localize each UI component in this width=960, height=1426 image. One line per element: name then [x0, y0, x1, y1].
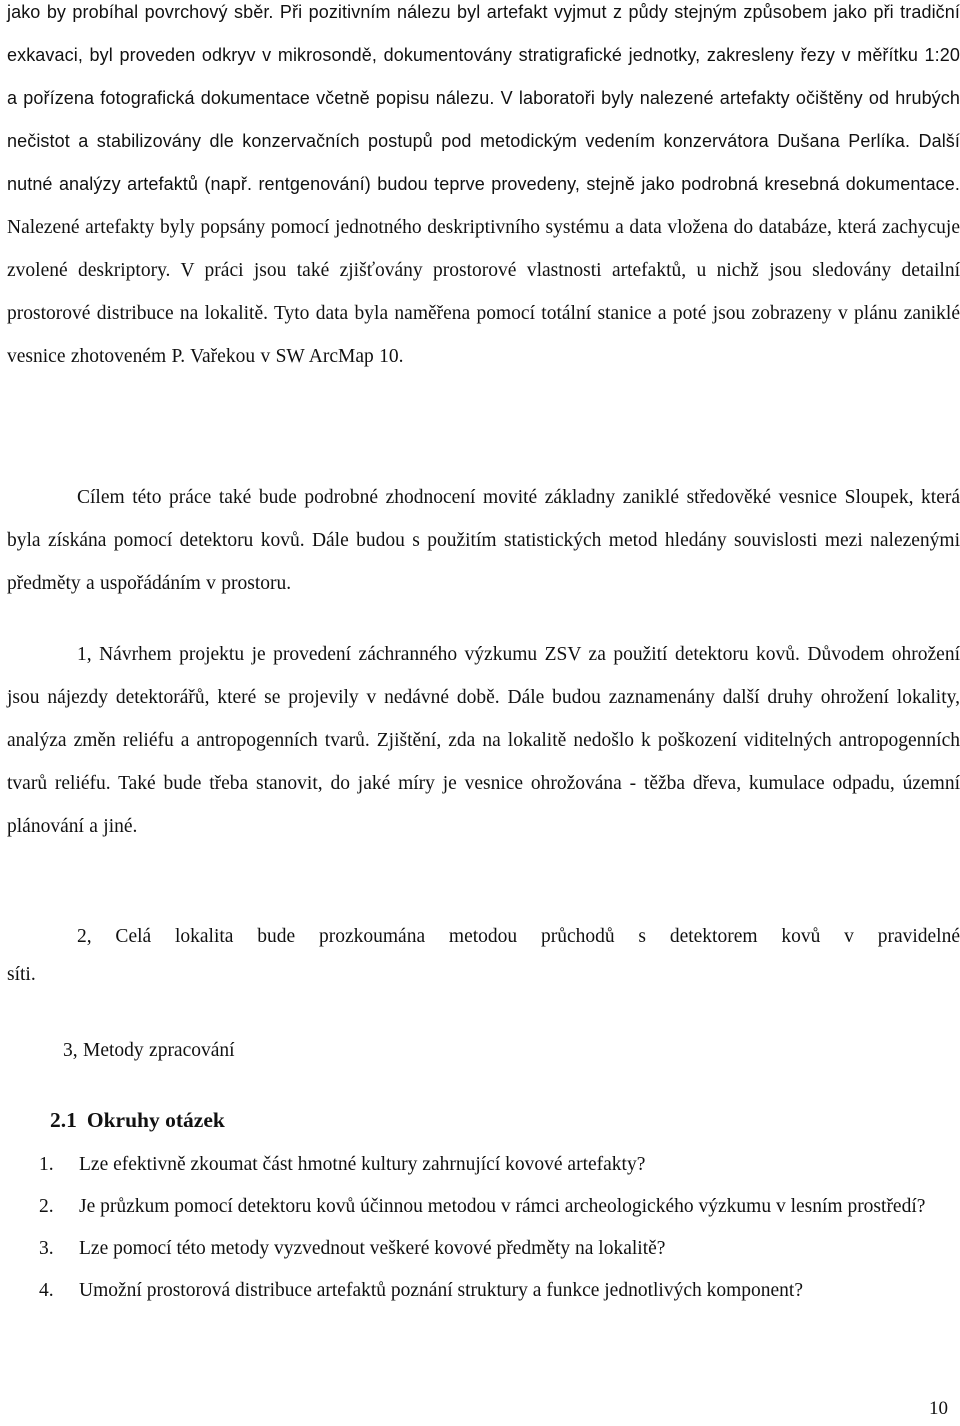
list-item	[7, 1186, 960, 1228]
paragraph-project-2-line2: síti.	[7, 964, 36, 985]
paragraph-methods-sans-text: jako by probíhal povrchový sběr. Při pozitivním nálezu byl artefakt vyjmut z půdy stejným způsobem jako při tradiční exkavaci, byl proveden odkryv v mikrosondě, dokumentovány stratigrafické jednotky, zakresleny řezy v měřítku 1:20 a pořízena fotografická dokumentace včetně popisu nálezu. V laboratoři byly nalezené artefakty očištěny od hrubých nečistot a stabilizovány dle konzervačních postupů pod metodickým vedením konzervátora Dušana Perlíka. Další nutné analýzy artefaktů (např. rentgenování) budou teprve provedeny, stejně jako podrobná kresebná dokumentace.	[7, 2, 960, 194]
list-item-number: 2.	[39, 1196, 54, 1217]
list-item-text: Umožní prostorová distribuce artefaktů poznání struktury a funkce jednotlivých komponent?	[79, 1280, 804, 1301]
list-item	[7, 1228, 960, 1270]
paragraph-project-3: 3, Metody zpracování	[63, 1040, 235, 1061]
page-number: 10	[929, 1398, 948, 1419]
list-item-text: Lze efektivně zkoumat část hmotné kultury zahrnující kovové artefakty?	[79, 1154, 646, 1175]
list-item-text: Je průzkum pomocí detektoru kovů účinnou metodou v rámci archeologického výzkumu v lesním prostředí?	[79, 1196, 926, 1217]
section-heading	[50, 1099, 225, 1142]
questions-list	[7, 1144, 960, 1312]
list-item-number: 3.	[39, 1238, 54, 1259]
paragraph-methods	[7, 0, 960, 378]
paragraph-goal: Cílem této práce také bude podrobné zhodnocení movité základny zaniklé středověké vesnice Sloupek, která byla získána pomocí detektoru kovů. Dále budou s použitím statistických metod hledány souvislosti mezi nalezenými předměty a uspořádáním v prostoru.	[7, 487, 960, 594]
paragraph-project-1: 1, Návrhem projektu je provedení záchranného výzkumu ZSV za použití detektoru kovů. Důvodem ohrožení jsou nájezdy detektorářů, které se projevily v nedávné době. Dále budou zaznamenány další druhy ohrožení lokality, analýza změn reliéfu a antropogenních tvarů. Zjištění, zda na lokalitě nedošlo k poškození viditelných antropogenních tvarů reliéfu. Také bude třeba stanovit, do jaké míry je vesnice ohrožována - těžba dřeva, kumulace odpadu, územní plánování a jiné.	[7, 644, 960, 837]
paragraph-methods-serif-text: Nalezené artefakty byly popsány pomocí jednotného deskriptivního systému a data vložena do databáze, která zachycuje zvolené deskriptory. V práci jsou také zjišťovány prostorové vlastnosti artefaktů, u nichž jsou sledovány detailní prostorové distribuce na lokalitě. Tyto data byla naměřena pomocí totální stanice a poté jsou zobrazeny v plánu zaniklé vesnice zhotoveném P. Vařekou v SW ArcMap 10.	[7, 217, 960, 367]
list-item	[7, 1144, 960, 1186]
section-number: 2.1	[50, 1108, 77, 1132]
list-item-number: 1.	[39, 1154, 54, 1175]
list-item-number: 4.	[39, 1280, 54, 1301]
paragraph-project-2-line1: 2, Celá lokalita bude prozkoumána metodou průchodů s detektorem kovů v pravidelné	[77, 926, 960, 947]
list-item-text: Lze pomocí této metody vyzvednout veškeré kovové předměty na lokalitě?	[79, 1238, 666, 1259]
paragraph-project-2	[7, 915, 960, 992]
section-title: Okruhy otázek	[86, 1108, 225, 1132]
list-item	[7, 1270, 960, 1312]
